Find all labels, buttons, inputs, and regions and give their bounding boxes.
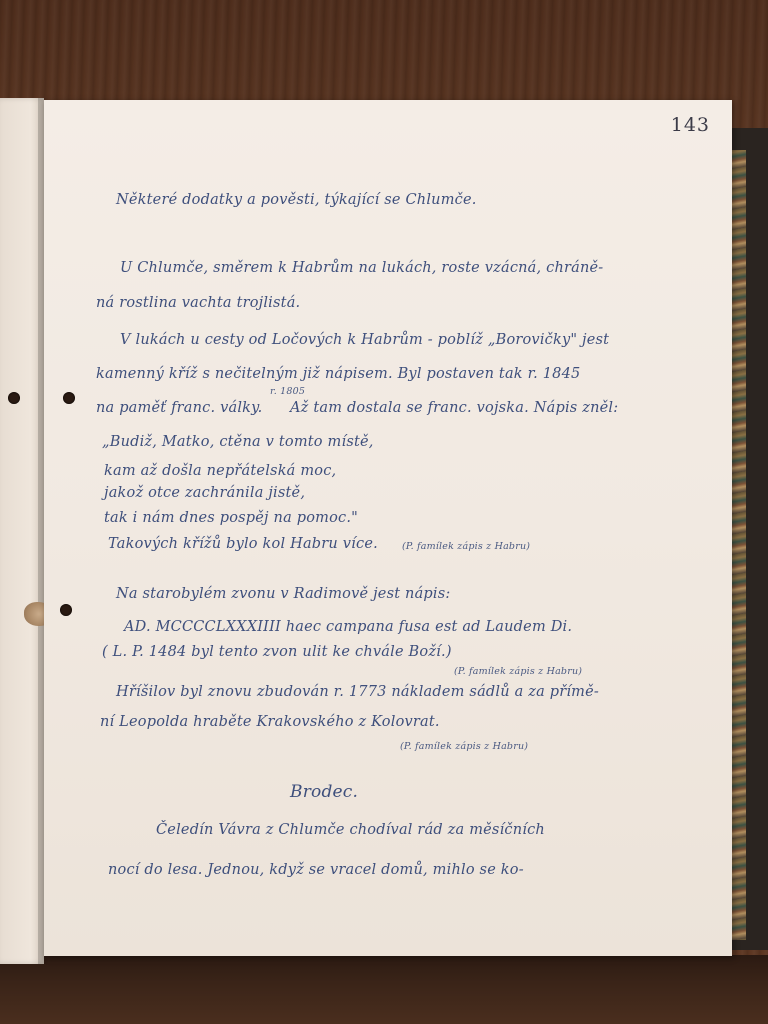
- verse-line: tak i nám dnes pospěj na pomoc.": [104, 510, 359, 526]
- note-year: r. 1805: [270, 386, 306, 397]
- verse-line: „Budiž, Matko, ctěna v tomto místě,: [102, 434, 374, 450]
- verse-line: jakož otce zachránila jistě,: [104, 485, 306, 501]
- source-note: (P. famílek zápis z Habru): [454, 666, 583, 677]
- inscription-line: AD. MCCCCLXXXIIII haec campana fusa est ad Laudem Di.: [124, 619, 573, 635]
- source-note: (P. famílek zápis z Habru): [402, 541, 531, 552]
- text-line: Čeledín Vávra z Chlumče chodíval rád za měsíčních: [156, 822, 545, 838]
- text-line: ní Leopolda hraběte Krakovského z Kolovrat.: [100, 714, 440, 730]
- text-line: nocí do lesa. Jednou, když se vracel domů, mihlo se ko-: [108, 862, 524, 878]
- text-line: Hříšilov byl znovu zbudován r. 1773 nákladem sádlů a za přímě-: [116, 684, 600, 700]
- binder-bottom-edge: [0, 955, 768, 1024]
- text-line: na paměť franc. války.: [96, 400, 263, 416]
- punch-hole-bottom: [60, 604, 72, 616]
- text-line-title: Některé dodatky a pověsti, týkající se Chlumče.: [116, 192, 477, 208]
- inscription-translation: ( L. P. 1484 byl tento zvon ulit ke chvále Boží.): [102, 644, 452, 660]
- verse-line: kam až došla nepřátelská moc,: [104, 463, 337, 479]
- source-note: (P. famílek zápis z Habru): [400, 741, 529, 752]
- text-line: V lukách u cesty od Ločových k Habrům - poblíž „Borovičky" jest: [120, 332, 610, 348]
- section-heading: Brodec.: [290, 782, 359, 802]
- text-line: kamenný kříž s nečitelným již nápisem. Byl postaven tak r. 1845: [96, 366, 581, 382]
- text-line: U Chlumče, směrem k Habrům na lukách, roste vzácná, chráně-: [120, 260, 604, 276]
- punch-hole-left-top: [8, 392, 20, 404]
- page-number: 143: [670, 114, 710, 136]
- notebook-page: [44, 100, 732, 956]
- text-line: Takových křížů bylo kol Habru více.: [108, 536, 378, 552]
- text-line: Na starobylém zvonu v Radimově jest nápis:: [116, 586, 451, 602]
- text-line: ná rostlina vachta trojlistá.: [96, 295, 301, 311]
- punch-hole-top: [63, 392, 75, 404]
- text-line: Až tam dostala se franc. vojska. Nápis zněl:: [290, 400, 619, 416]
